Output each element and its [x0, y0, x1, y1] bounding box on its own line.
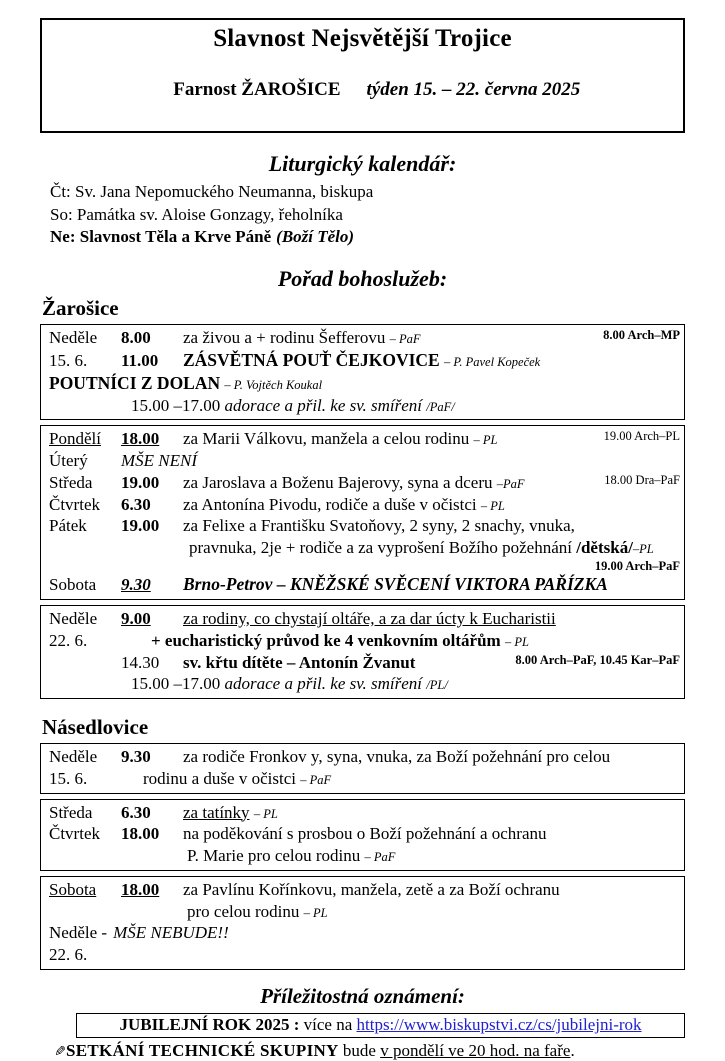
- row-day: Pondělí: [49, 429, 101, 449]
- row-date: 22. 6.: [49, 945, 88, 965]
- row-annotation-text: 18.00 Dra–PaF: [604, 472, 680, 487]
- row-intention: za rodiče Fronkov y, syna, vnuka, za Boží požehnání pro celou: [183, 747, 611, 767]
- services-heading: Pořad bohoslužeb:: [277, 266, 448, 292]
- table-row: [41, 494, 684, 516]
- row-body: [183, 746, 680, 768]
- row-intention: za tatínky: [183, 802, 250, 822]
- row-day: Neděle: [49, 609, 98, 629]
- table-row: [41, 823, 684, 845]
- row-tag: /dětská/: [576, 538, 633, 558]
- row-intention: adorace a přil. ke sv. smíření: [224, 674, 423, 694]
- row-date: 15. 6.: [49, 351, 88, 371]
- row-intention: sv. křtu dítěte – Antonín Žvanut: [183, 652, 416, 672]
- row-intention: za Antonína Pivodu, rodiče a duše v očistci: [183, 494, 477, 514]
- row-celebrant: – PL: [480, 498, 505, 513]
- row-body: [121, 768, 680, 790]
- table-row: [41, 746, 684, 768]
- row-intention-cont: pravnuka, 2je + rodiče a za vyprošení Božího požehnání: [189, 538, 572, 558]
- row-day: Čtvrtek: [49, 494, 100, 514]
- row-body: [183, 327, 680, 349]
- zarosice-block-3: [40, 605, 685, 699]
- row-note: MŠE NENÍ: [121, 451, 198, 471]
- meeting-end: .: [570, 1040, 575, 1060]
- row-annotation: [41, 559, 684, 573]
- header-subtitle: [50, 56, 675, 124]
- table-row: [41, 573, 684, 596]
- row-body: [183, 494, 680, 516]
- table-row: [41, 845, 684, 867]
- liturgical-line-paren: (Boží Tělo): [276, 227, 355, 247]
- row-day: Sobota: [49, 879, 97, 899]
- row-intention: + eucharistický průvod ke 4 venkovním oltářům: [151, 630, 501, 650]
- row-celebrant: – PaF: [300, 772, 332, 787]
- row-intention: za živou a + rodinu Šefferovu: [183, 328, 386, 348]
- row-annotation: [515, 652, 680, 668]
- row-time: 9.30: [121, 747, 151, 767]
- jubilee-text: více na: [303, 1014, 353, 1034]
- row-body: [183, 349, 680, 372]
- row-time-range: 15.00 –17.00: [131, 395, 221, 415]
- row-body: [183, 823, 680, 845]
- table-row: [41, 802, 684, 824]
- row-annotation: [604, 428, 680, 444]
- row-body: [183, 652, 680, 674]
- row-intention: za Marii Válkovu, manžela a celou rodinu: [183, 429, 470, 449]
- table-row: [41, 630, 684, 652]
- village-nasedlovice: Násedlovice: [42, 715, 149, 740]
- row-body: [121, 450, 680, 472]
- row-body: [113, 922, 680, 944]
- row-day: Čtvrtek: [49, 824, 100, 844]
- nasedlovice-block-1: [40, 743, 685, 794]
- table-row: [41, 922, 684, 944]
- row-time: 6.30: [121, 494, 151, 514]
- jubilee-link[interactable]: https://www.biskupstvi.cz/cs/jubilejni-rok: [356, 1014, 642, 1034]
- row-celebrant: –PL: [632, 542, 654, 557]
- row-body: [121, 630, 680, 652]
- meeting-announcement: [40, 1041, 685, 1061]
- row-celebrant: –PaF: [496, 476, 525, 491]
- row-time: 18.00: [121, 879, 160, 899]
- page-title: Slavnost Nejsvětější Trojice: [213, 25, 512, 52]
- row-celebrant: – PL: [473, 433, 498, 448]
- village-zarosice: Žarošice: [42, 296, 119, 321]
- row-annotation-text: 19.00 Arch–PaF: [594, 558, 680, 573]
- row-intention: za Jaroslava a Boženu Bajerovy, syna a dceru: [183, 472, 493, 492]
- row-celebrant: – PaF: [364, 850, 396, 865]
- row-intention: za rodiny, co chystají oltáře, a za dar úcty k Eucharistii: [183, 609, 556, 629]
- row-date: 22. 6.: [49, 630, 88, 650]
- row-annotation-text: 19.00 Arch–PL: [603, 429, 680, 444]
- table-row: [41, 395, 684, 417]
- row-body: [183, 608, 680, 630]
- table-row: [41, 450, 684, 472]
- table-row: [41, 901, 684, 923]
- row-time: 6.30: [121, 802, 151, 822]
- row-title: ZÁSVĚTNÁ POUŤ ČEJKOVICE: [183, 350, 440, 371]
- liturgical-line-text: Ne: Slavnost Těla a Krve Páně: [50, 227, 272, 247]
- row-celebrant: – P. Pavel Kopeček: [443, 355, 541, 370]
- row-celebrant: – PL: [303, 905, 328, 920]
- row-time: 9.00: [121, 609, 151, 629]
- table-row: [41, 879, 684, 901]
- row-annotation-text: 8.00 Arch–PaF, 10.45 Kar–PaF: [515, 652, 680, 667]
- jubilee-label: JUBILEJNÍ ROK 2025 :: [119, 1014, 300, 1034]
- table-row: [41, 349, 684, 372]
- liturgical-calendar-heading: Liturgický kalendář:: [268, 151, 457, 177]
- parish-name: Farnost ŽAROŠICE: [173, 78, 341, 100]
- row-celebrant: /PaF/: [426, 399, 455, 414]
- row-celebrant: – PL: [504, 634, 529, 649]
- row-intention-cont: P. Marie pro celou rodinu: [187, 846, 361, 866]
- row-celebrant: – PaF: [389, 332, 421, 347]
- row-time: 18.00: [121, 429, 160, 449]
- row-body: [183, 472, 680, 494]
- row-intention-cont: rodinu a duše v očistci: [143, 768, 296, 788]
- liturgical-line: Čt: Sv. Jana Nepomuckého Neumanna, biskupa: [50, 182, 374, 202]
- row-annotation: [604, 472, 680, 488]
- table-row: [41, 608, 684, 630]
- row-body: [183, 428, 680, 450]
- row-day: Středa: [49, 802, 93, 822]
- meeting-mid: bude: [342, 1040, 376, 1060]
- row-celebrant: /PL/: [426, 678, 448, 693]
- row-intention: za Pavlínu Kořínkovu, manžela, zetě a za Boží ochranu: [183, 879, 560, 899]
- meeting-detail: v pondělí ve 20 hod. na faře: [380, 1040, 571, 1060]
- row-title: Brno-Petrov – KNĚŽSKÉ SVĚCENÍ VIKTORA PAŘÍZKA: [183, 574, 608, 595]
- pen-icon: ✎: [54, 1044, 66, 1060]
- row-time: 8.00: [121, 328, 151, 348]
- table-row: [41, 472, 684, 494]
- week-range: týden 15. – 22. června 2025: [366, 78, 581, 100]
- row-date: 15. 6.: [49, 768, 88, 788]
- row-day: Pátek: [49, 516, 87, 536]
- row-body: [183, 879, 680, 901]
- table-row: [41, 652, 684, 674]
- row-intention: na poděkování s prosbou o Boží požehnání a ochranu: [183, 824, 547, 844]
- row-time: 9.30: [121, 575, 151, 595]
- row-time: 19.00: [121, 516, 160, 536]
- row-time: 14.30: [121, 652, 160, 672]
- table-row: [41, 428, 684, 450]
- header-box: [40, 18, 685, 133]
- table-row: [41, 768, 684, 790]
- row-celebrant: – PL: [253, 806, 278, 821]
- bulletin-page: [0, 18, 725, 1060]
- table-row: [41, 515, 684, 537]
- row-day: Středa: [49, 472, 93, 492]
- row-day: Sobota: [49, 575, 97, 595]
- row-intention-cont: pro celou rodinu: [187, 901, 300, 921]
- nasedlovice-block-3: [40, 876, 685, 970]
- announcements-heading: Příležitostná oznámení:: [260, 983, 465, 1008]
- row-time: 18.00: [121, 824, 160, 844]
- liturgical-line: So: Památka sv. Aloise Gonzagy, řeholníka: [50, 204, 343, 224]
- row-annotation-text: 8.00 Arch–MP: [603, 328, 680, 343]
- row-day: Neděle: [49, 328, 98, 348]
- row-note: MŠE NEBUDE!!: [113, 923, 229, 943]
- row-celebrant: – P. Vojtěch Koukal: [224, 377, 323, 392]
- nasedlovice-block-2: [40, 799, 685, 871]
- row-day: Neděle: [49, 747, 98, 767]
- meeting-title: SETKÁNÍ TECHNICKÉ SKUPINY: [66, 1040, 339, 1060]
- row-body: [183, 515, 680, 537]
- row-day: Neděle -: [49, 923, 108, 943]
- row-intention: za Felixe a Františku Svatoňovy, 2 syny, 2 snachy, vnuka,: [183, 516, 575, 536]
- table-row: [41, 537, 684, 559]
- table-row: [41, 944, 684, 966]
- liturgical-line: [40, 226, 685, 248]
- zarosice-block-1: [40, 324, 685, 420]
- row-time: 11.00: [121, 351, 159, 371]
- jubilee-announcement: [76, 1013, 685, 1038]
- row-title: POUTNÍCI Z DOLAN: [49, 372, 221, 393]
- table-row: [41, 327, 684, 349]
- zarosice-block-2: [40, 425, 685, 600]
- row-day: Úterý: [49, 451, 88, 471]
- row-time: 19.00: [121, 472, 160, 492]
- table-row: [41, 673, 684, 695]
- row-body: [183, 802, 680, 824]
- table-row: [41, 372, 684, 395]
- row-intention: adorace a přil. ke sv. smíření: [224, 395, 423, 415]
- row-annotation: [603, 327, 680, 343]
- row-time-range: 15.00 –17.00: [131, 674, 221, 694]
- row-body: [183, 573, 680, 596]
